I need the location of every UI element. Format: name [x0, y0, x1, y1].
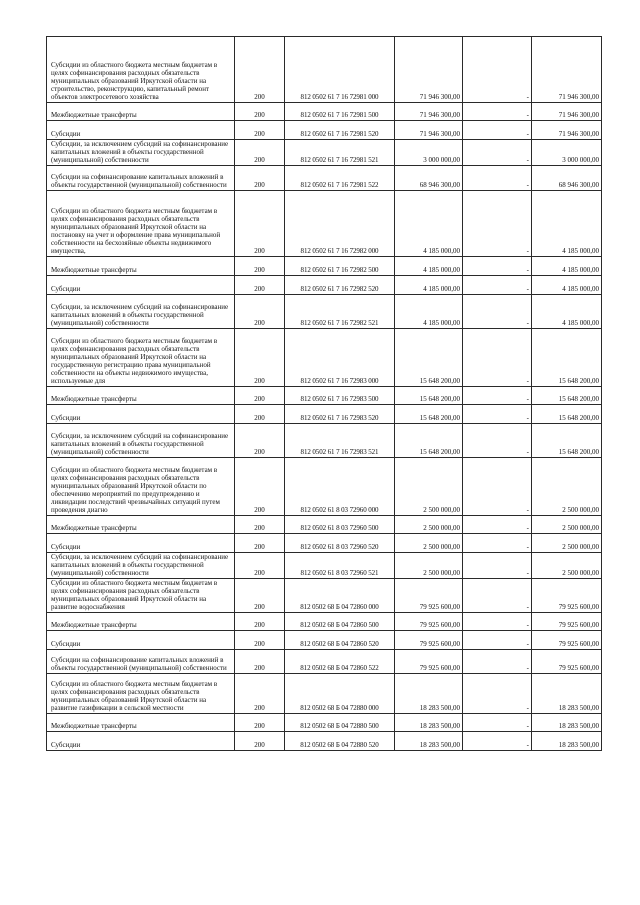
row-executed-amount: - [463, 295, 532, 329]
table-body [47, 37, 602, 751]
row-executed-amount: - [463, 140, 532, 166]
row-executed-amount: - [463, 631, 532, 650]
row-line-code: 200 [235, 458, 285, 516]
row-approved-amount: 15 648 200,00 [395, 405, 463, 424]
table-row [47, 121, 602, 140]
row-unexecuted-amount: 68 946 300,00 [532, 166, 602, 191]
row-unexecuted-amount: 4 185 000,00 [532, 191, 602, 257]
row-executed-amount: - [463, 191, 532, 257]
row-executed-amount: - [463, 674, 532, 714]
table-row [47, 424, 602, 458]
row-description: Субсидии [47, 405, 235, 424]
row-executed-amount: - [463, 650, 532, 674]
row-budget-code: 812 0502 61 7 16 72983 521 [285, 424, 395, 458]
row-executed-amount: - [463, 37, 532, 103]
row-description: Субсидии [47, 121, 235, 140]
table-row [47, 579, 602, 613]
row-budget-code: 812 0502 68 Б 04 72880 520 [285, 732, 395, 751]
row-description: Субсидии на софинансирование капитальных вложений в объекты государственной (муниципальной) собственности [47, 166, 235, 191]
row-unexecuted-amount: 71 946 300,00 [532, 37, 602, 103]
table-row [47, 329, 602, 387]
row-executed-amount: - [463, 103, 532, 121]
row-unexecuted-amount: 15 648 200,00 [532, 405, 602, 424]
row-description: Субсидии, за исключением субсидий на софинансирование капитальных вложений в объекты государственной (муниципальной) собственности [47, 140, 235, 166]
row-budget-code: 812 0502 61 7 16 72983 000 [285, 329, 395, 387]
row-line-code: 200 [235, 329, 285, 387]
row-budget-code: 812 0502 61 7 16 72983 500 [285, 387, 395, 405]
row-line-code: 200 [235, 121, 285, 140]
row-description: Субсидии, за исключением субсидий на софинансирование капитальных вложений в объекты государственной (муниципальной) собственности [47, 424, 235, 458]
row-budget-code: 812 0502 61 7 16 72981 522 [285, 166, 395, 191]
row-executed-amount: - [463, 579, 532, 613]
row-description: Субсидии из областного бюджета местным бюджетам в целях софинансирования расходных обязательств муниципальных образований Иркутской области на развитие водоснабжения [47, 579, 235, 613]
row-approved-amount: 18 283 500,00 [395, 732, 463, 751]
table-row [47, 140, 602, 166]
row-unexecuted-amount: 2 500 000,00 [532, 553, 602, 579]
row-approved-amount: 15 648 200,00 [395, 424, 463, 458]
row-budget-code: 812 0502 61 8 03 72960 520 [285, 534, 395, 553]
row-approved-amount: 68 946 300,00 [395, 166, 463, 191]
row-approved-amount: 15 648 200,00 [395, 387, 463, 405]
row-line-code: 200 [235, 516, 285, 534]
row-approved-amount: 2 500 000,00 [395, 458, 463, 516]
row-executed-amount: - [463, 732, 532, 751]
row-description: Субсидии из областного бюджета местным бюджетам в целях софинансирования расходных обязательств муниципальных образований Иркутской области на строительство, реконструкцию, капитальный ремонт объектов электросетевого хозяйства [47, 37, 235, 103]
row-line-code: 200 [235, 140, 285, 166]
table-row [47, 714, 602, 732]
table-row [47, 732, 602, 751]
row-approved-amount: 18 283 500,00 [395, 674, 463, 714]
row-line-code: 200 [235, 613, 285, 631]
table-row [47, 516, 602, 534]
row-budget-code: 812 0502 61 7 16 72982 500 [285, 257, 395, 276]
row-description: Субсидии из областного бюджета местным бюджетам в целях софинансирования расходных обязательств муниципальных образований Иркутской области на государственную регистрацию права муниципальной собственности на объекты недвижимого имущества, используемые для [47, 329, 235, 387]
row-budget-code: 812 0502 61 7 16 72981 000 [285, 37, 395, 103]
row-approved-amount: 79 925 600,00 [395, 650, 463, 674]
row-budget-code: 812 0502 68 Б 04 72860 522 [285, 650, 395, 674]
row-approved-amount: 79 925 600,00 [395, 631, 463, 650]
row-description: Субсидии, за исключением субсидий на софинансирование капитальных вложений в объекты государственной (муниципальной) собственности [47, 295, 235, 329]
row-line-code: 200 [235, 732, 285, 751]
table-row [47, 613, 602, 631]
row-description: Межбюджетные трансферты [47, 714, 235, 732]
table-row [47, 103, 602, 121]
row-unexecuted-amount: 71 946 300,00 [532, 121, 602, 140]
table-row [47, 650, 602, 674]
row-unexecuted-amount: 79 925 600,00 [532, 613, 602, 631]
row-line-code: 200 [235, 387, 285, 405]
table-row [47, 191, 602, 257]
row-description: Субсидии из областного бюджета местным бюджетам в целях софинансирования расходных обязательств муниципальных образований Иркутской области по обеспечению мероприятий по предупреждению и ликвидации последствий чрезвычайных ситуаций путем проведения диагно [47, 458, 235, 516]
row-executed-amount: - [463, 405, 532, 424]
row-budget-code: 812 0502 61 7 16 72982 520 [285, 276, 395, 295]
row-unexecuted-amount: 2 500 000,00 [532, 458, 602, 516]
row-line-code: 200 [235, 257, 285, 276]
row-unexecuted-amount: 79 925 600,00 [532, 631, 602, 650]
row-line-code: 200 [235, 579, 285, 613]
row-executed-amount: - [463, 329, 532, 387]
row-line-code: 200 [235, 276, 285, 295]
table-row [47, 553, 602, 579]
row-approved-amount: 15 648 200,00 [395, 329, 463, 387]
row-executed-amount: - [463, 257, 532, 276]
row-unexecuted-amount: 79 925 600,00 [532, 579, 602, 613]
row-executed-amount: - [463, 424, 532, 458]
row-line-code: 200 [235, 295, 285, 329]
row-unexecuted-amount: 2 500 000,00 [532, 534, 602, 553]
row-line-code: 200 [235, 534, 285, 553]
row-approved-amount: 71 946 300,00 [395, 103, 463, 121]
row-approved-amount: 4 185 000,00 [395, 257, 463, 276]
table-row [47, 387, 602, 405]
row-line-code: 200 [235, 650, 285, 674]
table-row [47, 674, 602, 714]
row-budget-code: 812 0502 61 8 03 72960 000 [285, 458, 395, 516]
table-row [47, 166, 602, 191]
row-description: Межбюджетные трансферты [47, 103, 235, 121]
row-description: Межбюджетные трансферты [47, 387, 235, 405]
row-description: Субсидии [47, 534, 235, 553]
row-description: Субсидии [47, 631, 235, 650]
row-executed-amount: - [463, 276, 532, 295]
row-description: Субсидии [47, 732, 235, 751]
row-unexecuted-amount: 2 500 000,00 [532, 516, 602, 534]
row-approved-amount: 71 946 300,00 [395, 121, 463, 140]
row-approved-amount: 4 185 000,00 [395, 276, 463, 295]
row-unexecuted-amount: 15 648 200,00 [532, 424, 602, 458]
row-line-code: 200 [235, 424, 285, 458]
row-line-code: 200 [235, 103, 285, 121]
row-line-code: 200 [235, 553, 285, 579]
row-budget-code: 812 0502 68 Б 04 72880 500 [285, 714, 395, 732]
row-executed-amount: - [463, 166, 532, 191]
row-unexecuted-amount: 18 283 500,00 [532, 732, 602, 751]
row-description: Субсидии на софинансирование капитальных вложений в объекты государственной (муниципальной) собственности [47, 650, 235, 674]
row-budget-code: 812 0502 68 Б 04 72880 000 [285, 674, 395, 714]
row-unexecuted-amount: 18 283 500,00 [532, 714, 602, 732]
row-line-code: 200 [235, 166, 285, 191]
row-approved-amount: 18 283 500,00 [395, 714, 463, 732]
budget-table [46, 36, 602, 751]
row-executed-amount: - [463, 516, 532, 534]
row-description: Межбюджетные трансферты [47, 613, 235, 631]
row-description: Межбюджетные трансферты [47, 257, 235, 276]
row-budget-code: 812 0502 61 7 16 72982 521 [285, 295, 395, 329]
table-row [47, 276, 602, 295]
row-executed-amount: - [463, 534, 532, 553]
row-executed-amount: - [463, 714, 532, 732]
row-approved-amount: 79 925 600,00 [395, 613, 463, 631]
row-budget-code: 812 0502 68 Б 04 72860 500 [285, 613, 395, 631]
row-budget-code: 812 0502 61 7 16 72981 520 [285, 121, 395, 140]
row-description: Субсидии из областного бюджета местным бюджетам в целях софинансирования расходных обязательств муниципальных образований Иркутской области на развитие газификации в сельской местности [47, 674, 235, 714]
table-row [47, 257, 602, 276]
row-budget-code: 812 0502 68 Б 04 72860 000 [285, 579, 395, 613]
row-unexecuted-amount: 18 283 500,00 [532, 674, 602, 714]
table-row [47, 458, 602, 516]
row-unexecuted-amount: 3 000 000,00 [532, 140, 602, 166]
row-budget-code: 812 0502 61 7 16 72981 500 [285, 103, 395, 121]
row-executed-amount: - [463, 553, 532, 579]
row-unexecuted-amount: 15 648 200,00 [532, 387, 602, 405]
row-unexecuted-amount: 71 946 300,00 [532, 103, 602, 121]
row-line-code: 200 [235, 674, 285, 714]
row-description: Межбюджетные трансферты [47, 516, 235, 534]
table-row [47, 37, 602, 103]
row-unexecuted-amount: 4 185 000,00 [532, 276, 602, 295]
row-line-code: 200 [235, 37, 285, 103]
row-approved-amount: 3 000 000,00 [395, 140, 463, 166]
row-executed-amount: - [463, 121, 532, 140]
row-budget-code: 812 0502 61 7 16 72982 000 [285, 191, 395, 257]
table-row [47, 405, 602, 424]
row-line-code: 200 [235, 405, 285, 424]
row-approved-amount: 71 946 300,00 [395, 37, 463, 103]
row-unexecuted-amount: 15 648 200,00 [532, 329, 602, 387]
row-description: Субсидии из областного бюджета местным бюджетам в целях софинансирования расходных обязательств муниципальных образований Иркутской области на постановку на учет и оформление права муниципальной собственности на бесхозяйные объекты недвижимого имущества, [47, 191, 235, 257]
row-budget-code: 812 0502 61 7 16 72981 521 [285, 140, 395, 166]
table-row [47, 295, 602, 329]
row-approved-amount: 2 500 000,00 [395, 534, 463, 553]
row-line-code: 200 [235, 714, 285, 732]
row-approved-amount: 2 500 000,00 [395, 516, 463, 534]
row-approved-amount: 4 185 000,00 [395, 191, 463, 257]
row-description: Субсидии [47, 276, 235, 295]
row-budget-code: 812 0502 61 8 03 72960 521 [285, 553, 395, 579]
row-approved-amount: 4 185 000,00 [395, 295, 463, 329]
row-executed-amount: - [463, 458, 532, 516]
row-unexecuted-amount: 79 925 600,00 [532, 650, 602, 674]
row-executed-amount: - [463, 613, 532, 631]
row-approved-amount: 79 925 600,00 [395, 579, 463, 613]
table-row [47, 631, 602, 650]
row-budget-code: 812 0502 61 8 03 72960 500 [285, 516, 395, 534]
row-line-code: 200 [235, 631, 285, 650]
row-unexecuted-amount: 4 185 000,00 [532, 295, 602, 329]
row-description: Субсидии, за исключением субсидий на софинансирование капитальных вложений в объекты государственной (муниципальной) собственности [47, 553, 235, 579]
row-approved-amount: 2 500 000,00 [395, 553, 463, 579]
table-row [47, 534, 602, 553]
row-budget-code: 812 0502 61 7 16 72983 520 [285, 405, 395, 424]
row-line-code: 200 [235, 191, 285, 257]
row-budget-code: 812 0502 68 Б 04 72860 520 [285, 631, 395, 650]
row-executed-amount: - [463, 387, 532, 405]
row-unexecuted-amount: 4 185 000,00 [532, 257, 602, 276]
